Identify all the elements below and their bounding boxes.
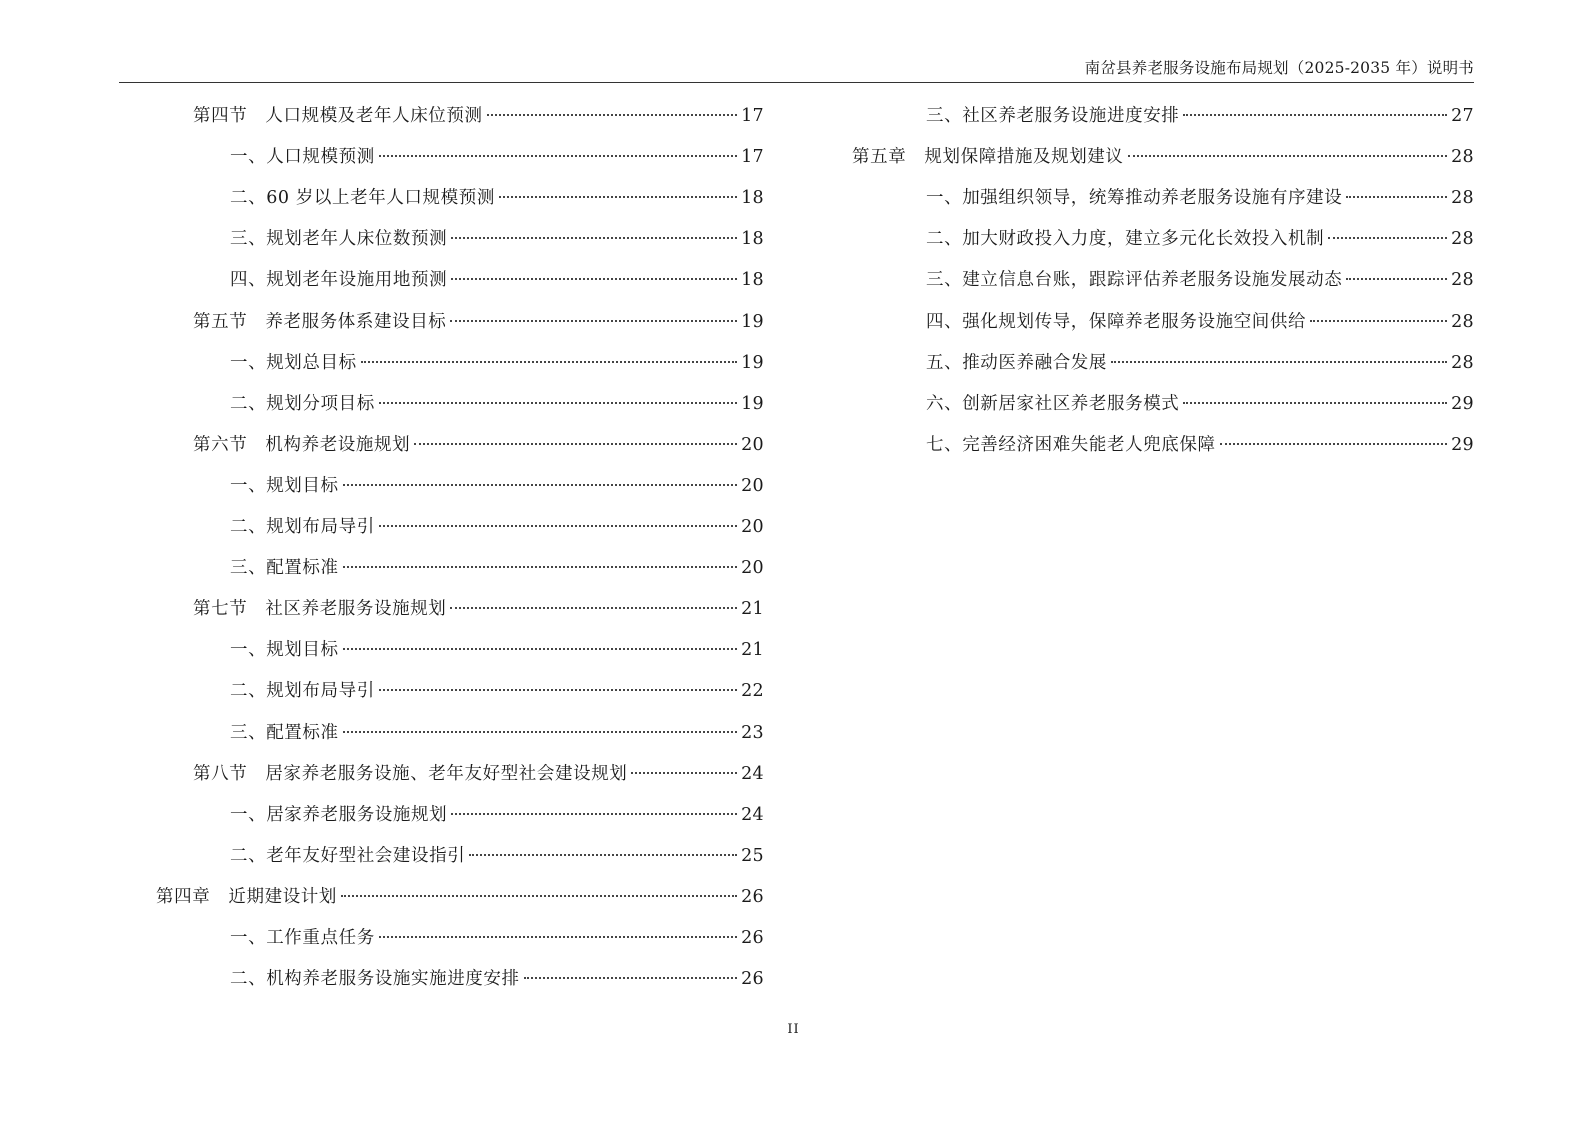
toc-entry-page: 28 [1451, 311, 1474, 332]
dot-leader [1183, 114, 1447, 116]
toc-entry-title: 一、规划目标 [230, 475, 339, 496]
toc-subsection-entry[interactable] [230, 223, 764, 255]
toc-entry-title: 七、完善经济困难失能老人兜底保障 [926, 434, 1216, 455]
toc-entry-title: 第八节 居家养老服务设施、老年友好型社会建设规划 [193, 763, 628, 784]
toc-section-entry[interactable] [193, 100, 764, 132]
dot-leader [1128, 155, 1448, 157]
toc-entry-page: 19 [741, 352, 764, 373]
dot-leader [343, 731, 738, 733]
dot-leader [343, 484, 738, 486]
dot-leader [451, 278, 737, 280]
toc-entry-title: 第四节 人口规模及老年人床位预测 [193, 106, 483, 126]
toc-subsection-entry[interactable] [230, 799, 764, 831]
dot-leader [450, 320, 737, 322]
toc-entry-page: 20 [741, 558, 764, 579]
toc-entry-title: 三、社区养老服务设施进度安排 [926, 106, 1180, 126]
toc-entry-title: 二、老年友好型社会建设指引 [230, 845, 466, 866]
toc-subsection-entry[interactable] [926, 306, 1474, 338]
toc-entry-page: 21 [741, 640, 764, 661]
toc-subsection-entry[interactable] [926, 182, 1474, 214]
toc-entry-page: 28 [1451, 229, 1474, 250]
toc-entry-title: 第六节 机构养老设施规划 [193, 434, 411, 455]
toc-subsection-entry[interactable] [230, 511, 764, 543]
dot-leader [379, 525, 737, 527]
dot-leader [1111, 361, 1447, 363]
toc-subsection-entry[interactable] [230, 634, 764, 666]
toc-entry-title: 三、配置标准 [230, 558, 339, 579]
toc-entry-page: 18 [741, 229, 764, 250]
toc-entry-page: 26 [741, 928, 764, 948]
toc-entry-page: 17 [741, 106, 764, 126]
toc-entry-page: 19 [741, 393, 764, 414]
toc-subsection-entry[interactable] [230, 182, 764, 214]
dot-leader [469, 854, 737, 856]
toc-subsection-entry[interactable] [230, 717, 764, 749]
toc-chapter-entry[interactable] [156, 881, 764, 913]
toc-section-entry[interactable] [193, 593, 764, 625]
toc-subsection-entry[interactable] [230, 347, 764, 379]
dot-leader [1346, 196, 1447, 198]
toc-entry-title: 第五节 养老服务体系建设目标 [193, 311, 447, 332]
toc-subsection-entry[interactable] [230, 675, 764, 707]
toc-entry-page: 23 [741, 722, 764, 743]
toc-entry-page: 20 [741, 434, 764, 455]
toc-entry-page: 20 [741, 475, 764, 496]
toc-entry-page: 25 [741, 845, 764, 866]
toc-entry-title: 一、居家养老服务设施规划 [230, 804, 448, 825]
toc-subsection-entry[interactable] [926, 264, 1474, 296]
toc-entry-title: 一、规划目标 [230, 640, 339, 661]
toc-subsection-entry[interactable] [230, 264, 764, 296]
toc-entry-page: 24 [741, 804, 764, 825]
toc-subsection-entry[interactable] [230, 141, 764, 173]
toc-entry-page: 18 [741, 270, 764, 291]
toc-entry-page: 28 [1451, 270, 1474, 291]
toc-subsection-entry[interactable] [230, 552, 764, 584]
toc-entry-page: 28 [1451, 147, 1474, 168]
toc-entry-page: 29 [1451, 434, 1474, 455]
toc-entry-page: 28 [1451, 188, 1474, 209]
dot-leader [414, 443, 737, 445]
toc-entry-page: 24 [741, 763, 764, 784]
toc-entry-title: 三、规划老年人床位数预测 [230, 229, 448, 250]
dot-leader [451, 813, 737, 815]
dot-leader [487, 114, 738, 116]
toc-section-entry[interactable] [193, 429, 764, 461]
running-header [119, 58, 1474, 83]
dot-leader [1220, 443, 1448, 445]
toc-subsection-entry[interactable] [230, 388, 764, 420]
dot-leader [631, 772, 737, 774]
toc-subsection-entry[interactable] [926, 347, 1474, 379]
dot-leader [1346, 278, 1447, 280]
dot-leader [524, 977, 738, 979]
toc-entry-page: 19 [741, 311, 764, 332]
toc-entry-title: 一、加强组织领导，统筹推动养老服务设施有序建设 [926, 188, 1343, 209]
page-number: II [787, 1022, 800, 1037]
toc-entry-title: 二、规划布局导引 [230, 517, 375, 537]
dot-leader [343, 648, 738, 650]
toc-entry-title: 第四章 近期建设计划 [156, 886, 337, 907]
dot-leader [343, 566, 738, 568]
toc-entry-page: 17 [741, 147, 764, 168]
dot-leader [341, 895, 737, 897]
toc-entry-title: 二、机构养老服务设施实施进度安排 [230, 969, 520, 990]
toc-entry-title: 二、加大财政投入力度，建立多元化长效投入机制 [926, 229, 1325, 250]
toc-entry-page: 26 [741, 969, 764, 990]
toc-entry-page: 18 [741, 188, 764, 209]
dot-leader [499, 196, 737, 198]
toc-entry-page: 20 [741, 517, 764, 537]
document-title: 南岔县养老服务设施布局规划（2025-2035 年）说明书 [1084, 59, 1474, 77]
toc-entry-title: 四、强化规划传导，保障养老服务设施空间供给 [926, 311, 1307, 332]
toc-entry-page: 29 [1451, 393, 1474, 414]
toc-entry-page: 22 [741, 681, 764, 702]
toc-subsection-entry[interactable] [230, 470, 764, 502]
toc-entry-page: 26 [741, 886, 764, 907]
toc-entry-page: 27 [1451, 106, 1474, 126]
toc-subsection-entry[interactable] [926, 429, 1474, 461]
toc-section-entry[interactable] [193, 306, 764, 338]
dot-leader [379, 155, 737, 157]
dot-leader [1310, 320, 1447, 322]
toc-subsection-entry[interactable] [230, 840, 764, 872]
toc-entry-title: 第五章 规划保障措施及规划建议 [852, 147, 1124, 168]
toc-entry-title: 二、规划分项目标 [230, 393, 375, 414]
toc-subsection-entry[interactable] [926, 388, 1474, 420]
dot-leader [450, 607, 737, 609]
toc-entry-title: 二、规划布局导引 [230, 681, 375, 702]
toc-entry-title: 一、人口规模预测 [230, 147, 375, 168]
dot-leader [1328, 237, 1447, 239]
dot-leader [379, 936, 737, 938]
toc-section-entry[interactable] [193, 758, 764, 790]
dot-leader [379, 689, 737, 691]
toc-subsection-entry[interactable] [926, 223, 1474, 255]
dot-leader [1183, 402, 1447, 404]
toc-subsection-entry[interactable] [230, 963, 764, 995]
toc-entry-title: 五、推动医养融合发展 [926, 352, 1107, 373]
toc-entry-title: 一、规划总目标 [230, 352, 357, 373]
dot-leader [451, 237, 737, 239]
toc-subsection-entry[interactable] [230, 922, 764, 954]
toc-entry-title: 三、建立信息台账，跟踪评估养老服务设施发展动态 [926, 270, 1343, 291]
toc-entry-title: 二、60 岁以上老年人口规模预测 [230, 188, 495, 209]
toc-entry-title: 一、工作重点任务 [230, 928, 375, 948]
dot-leader [361, 361, 737, 363]
toc-entry-title: 六、创新居家社区养老服务模式 [926, 393, 1180, 414]
toc-entry-title: 四、规划老年设施用地预测 [230, 270, 448, 291]
toc-entry-title: 三、配置标准 [230, 722, 339, 743]
toc-chapter-entry[interactable] [852, 141, 1474, 173]
toc-subsection-entry[interactable] [926, 100, 1474, 132]
dot-leader [379, 402, 737, 404]
toc-entry-title: 第七节 社区养老服务设施规划 [193, 599, 447, 620]
toc-entry-page: 21 [741, 599, 764, 620]
toc-entry-page: 28 [1451, 352, 1474, 373]
